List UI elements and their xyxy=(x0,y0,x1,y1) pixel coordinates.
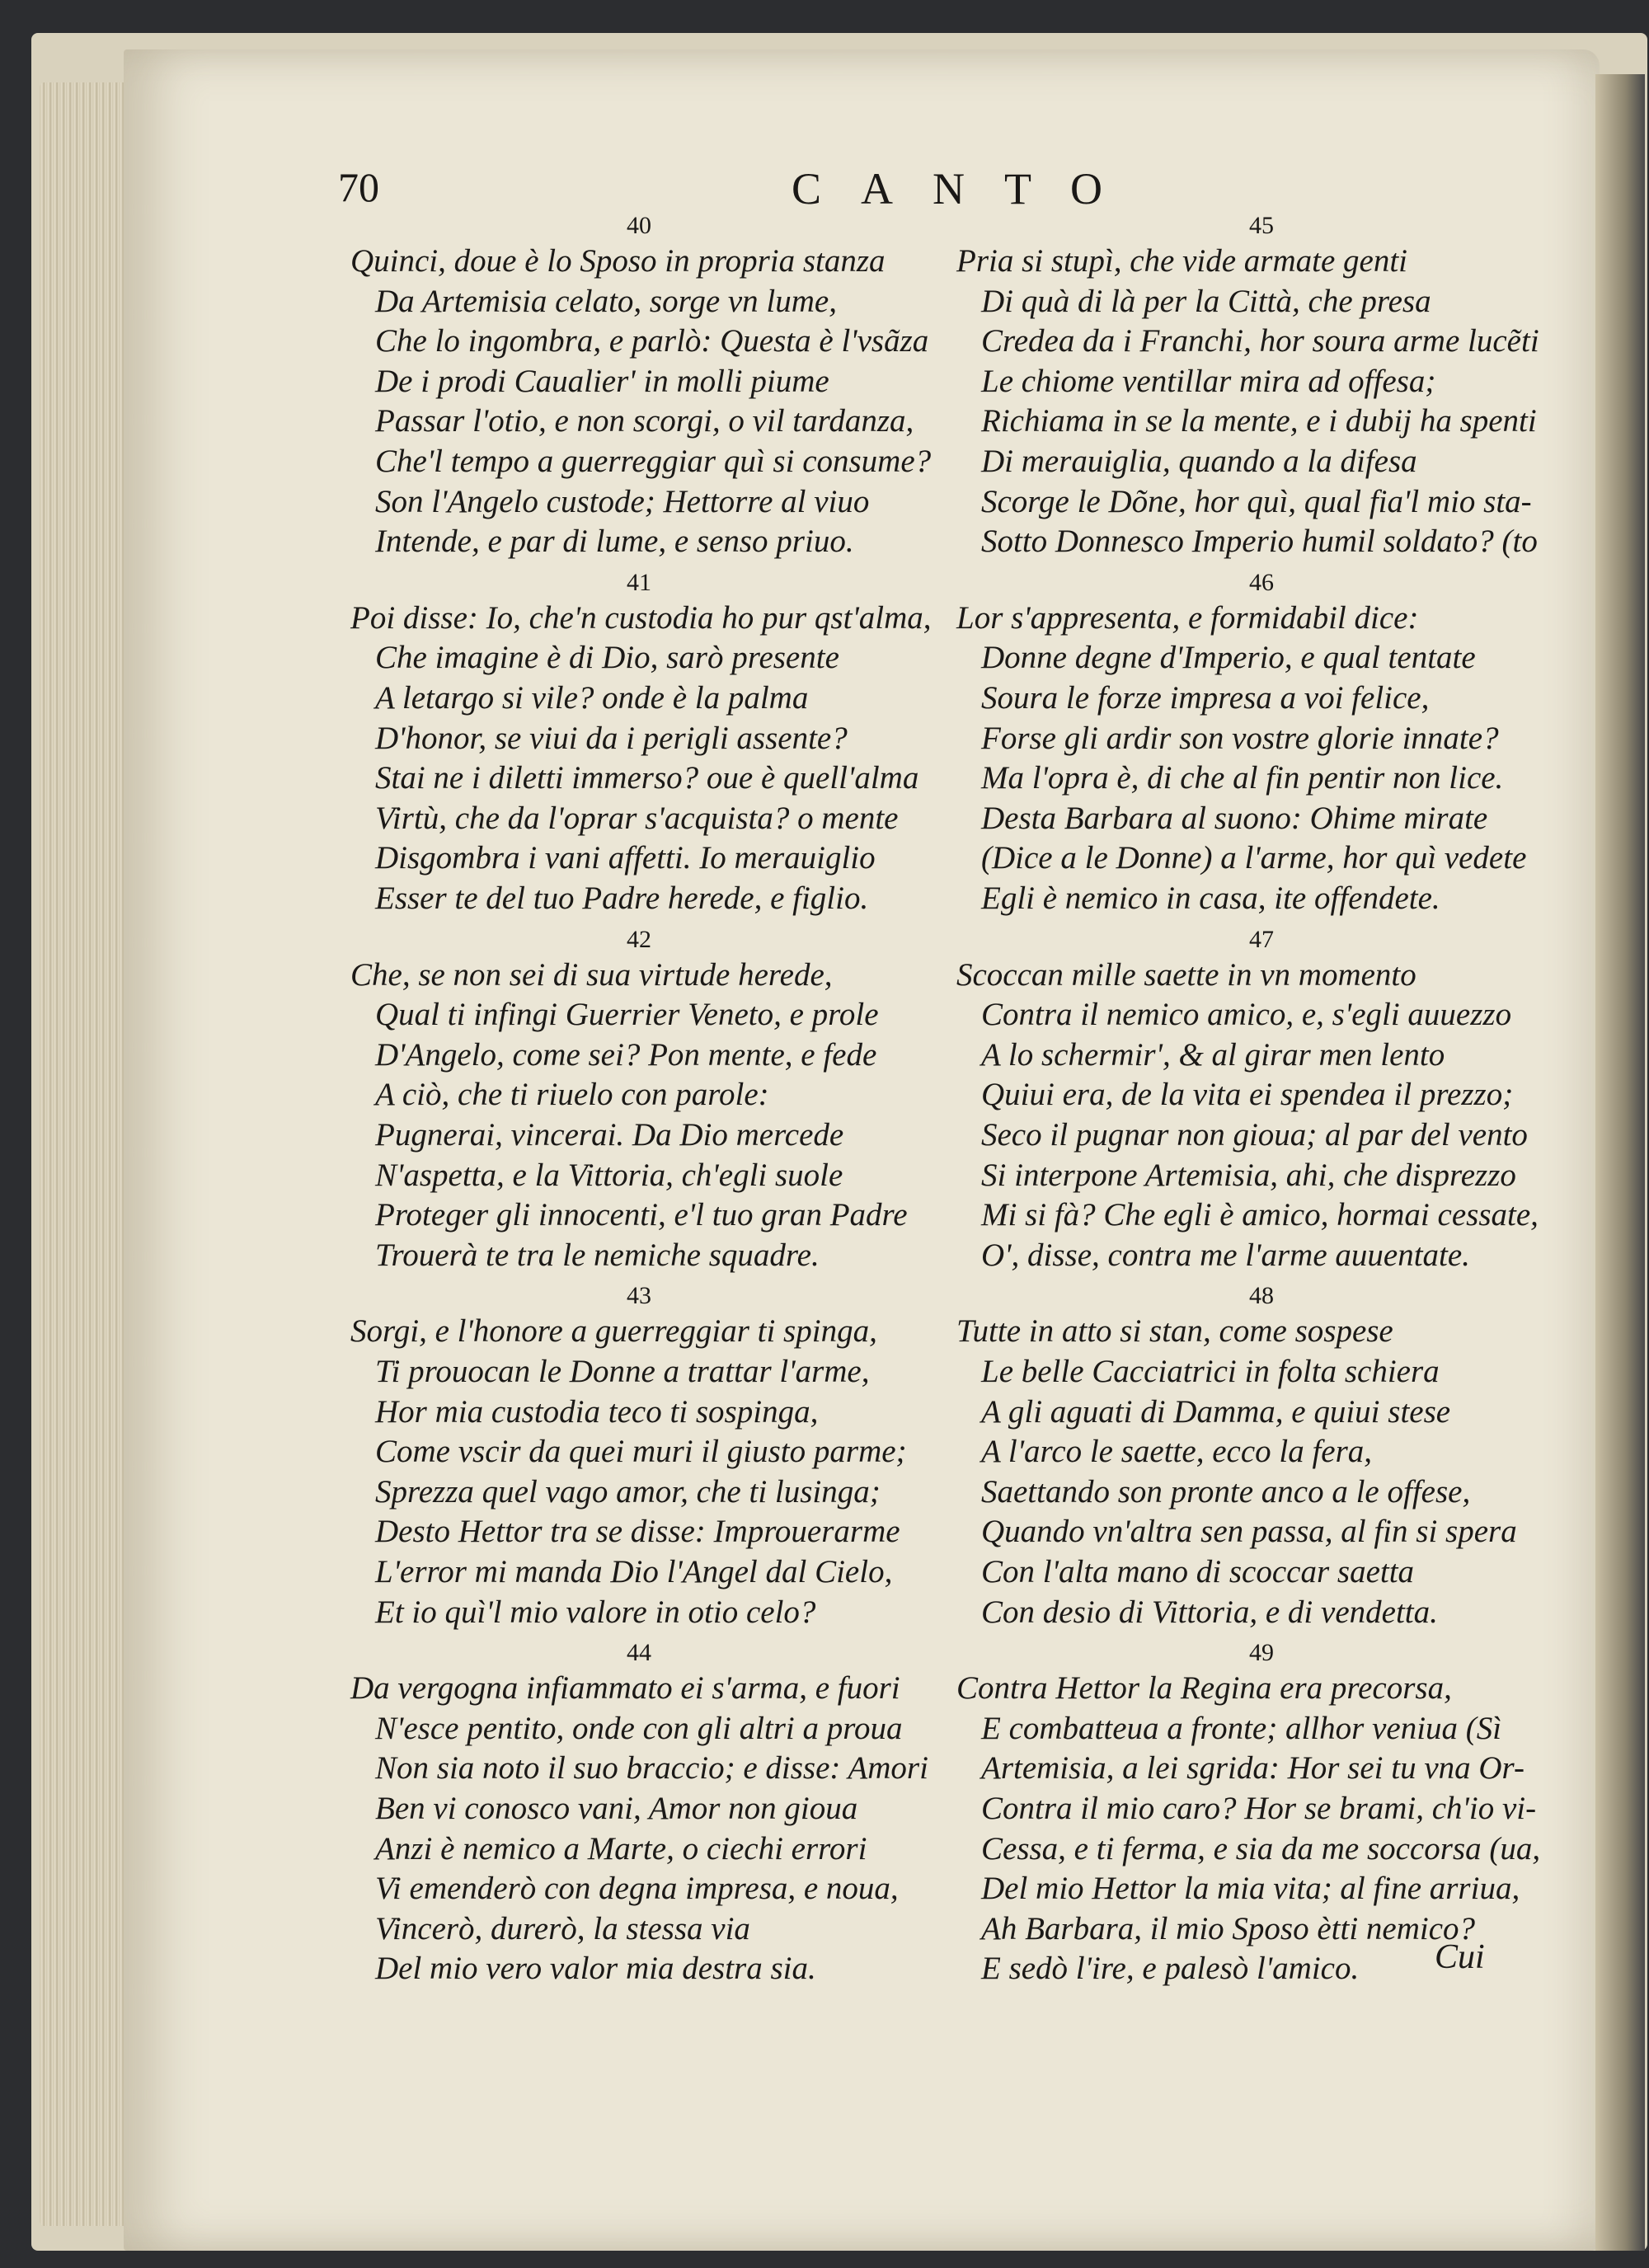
verse-line: Quiui era, de la vita ei spendea il prezzo; xyxy=(981,1077,1514,1113)
verse-line: Ti prouocan le Donne a trattar l'arme, xyxy=(375,1353,870,1389)
verse-line: Disgombra i vani affetti. Io merauiglio xyxy=(375,840,876,876)
verse-line: Poi disse: Io, che'n custodia ho pur qst'alma, xyxy=(350,599,932,636)
verse-line: Vincerò, durerò, la stessa via xyxy=(375,1910,750,1946)
verse-line: Scorge le Dõne, hor quì, qual fia'l mio sta- xyxy=(981,483,1532,519)
verse-line: Qual ti infingi Guerrier Veneto, e prole xyxy=(375,997,879,1033)
stanza xyxy=(350,924,994,1276)
stanza xyxy=(350,210,994,562)
verse-line: Del mio vero valor mia destra sia. xyxy=(375,1951,816,1987)
verse-line: Cessa, e ti ferma, e sia da me soccorsa (ua, xyxy=(981,1830,1541,1867)
stanza-number: 47 xyxy=(1249,925,1274,953)
verse-line: A l'arco le saette, ecco la fera, xyxy=(981,1434,1373,1470)
stanza xyxy=(956,924,1600,1276)
verse-line: Pria si stupì, che vide armate genti xyxy=(956,243,1407,279)
verse-line: Ah Barbara, il mio Sposo ètti nemico? xyxy=(981,1910,1476,1946)
verse-line: Saettando son pronte anco a le offese, xyxy=(981,1473,1471,1510)
page-number: 70 xyxy=(338,164,379,210)
verse-line: Con desio di Vittoria, e di vendetta. xyxy=(981,1594,1438,1630)
verse-line: Ben vi conosco vani, Amor non gioua xyxy=(375,1790,858,1826)
stanza-number: 48 xyxy=(1249,1282,1274,1310)
verse-line: E combatteua a fronte; allhor veniua (Sì xyxy=(981,1710,1502,1746)
verse-line: N'aspetta, e la Vittoria, ch'egli suole xyxy=(375,1157,843,1193)
verse-line: Pugnerai, vincerai. Da Dio mercede xyxy=(375,1116,844,1153)
verse-line: Come vscir da quei muri il giusto parme; xyxy=(375,1434,907,1470)
verse-line: Quinci, doue è lo Sposo in propria stanza xyxy=(350,243,886,279)
stanza xyxy=(350,567,994,919)
stanza xyxy=(956,1637,1600,1989)
verse-line: Mi si fà? Che egli è amico, hormai cessate, xyxy=(981,1197,1539,1233)
verse-line: Contra il mio caro? Hor se brami, ch'io vi- xyxy=(981,1790,1537,1826)
verse-line: Non sia noto il suo braccio; e disse: Amori xyxy=(375,1750,928,1787)
verse-line: E sedò l'ire, e palesò l'amico. xyxy=(981,1951,1360,1987)
verse-line: Artemisia, a lei sgrida: Hor sei tu vna Or- xyxy=(981,1750,1525,1787)
stanza xyxy=(956,567,1600,919)
verse-line: A gli aguati di Damma, e quiui stese xyxy=(981,1393,1451,1430)
verse-line: A ciò, che ti riuelo con parole: xyxy=(375,1077,769,1113)
verse-line: Passar l'otio, e non scorgi, o vil tardanza, xyxy=(375,403,914,439)
verse-line: Sotto Donnesco Imperio humil soldato? (to xyxy=(981,524,1538,560)
verse-line: Donne degne d'Imperio, e qual tentate xyxy=(981,640,1476,676)
stanza xyxy=(350,1637,994,1989)
verse-line: Ma l'opra è, di che al fin pentir non lice. xyxy=(981,760,1504,796)
verse-line: (Dice a le Donne) a l'arme, hor quì vedete xyxy=(981,840,1527,876)
verse-line: Del mio Hettor la mia vita; al fine arriua, xyxy=(981,1871,1520,1907)
verse-line: Che, se non sei di sua virtude herede, xyxy=(350,956,833,993)
verse-line: Quando vn'altra sen passa, al fin si spera xyxy=(981,1514,1517,1550)
verse-line: Virtù, che da l'oprar s'acquista? o mente xyxy=(375,800,899,836)
stanza-number: 44 xyxy=(627,1639,651,1667)
verse-line: Proteger gli innocenti, e'l tuo gran Padre xyxy=(375,1197,908,1233)
stanza-number: 42 xyxy=(627,925,651,953)
verse-line: De i prodi Caualier' in molli piume xyxy=(375,363,829,399)
verse-line: Vi emenderò con degna impresa, e noua, xyxy=(375,1871,899,1907)
verse-line: Stai ne i diletti immerso? oue è quell'alma xyxy=(375,760,919,796)
verse-line: Di quà di là per la Città, che presa xyxy=(981,283,1431,319)
verse-line: Esser te del tuo Padre herede, e figlio. xyxy=(375,880,869,916)
stanza-number: 46 xyxy=(1249,568,1274,596)
verse-line: Anzi è nemico a Marte, o ciechi errori xyxy=(375,1830,867,1867)
verse-line: Da Artemisia celato, sorge vn lume, xyxy=(375,283,837,319)
verse-line: Soura le forze impresa a voi felice, xyxy=(981,679,1430,716)
stanza-number: 41 xyxy=(627,568,651,596)
verse-line: Con l'alta mano di scoccar saetta xyxy=(981,1553,1415,1589)
stanza-number: 43 xyxy=(627,1282,651,1310)
verse-line: N'esce pentito, onde con gli altri a proua xyxy=(375,1710,903,1746)
stanza-number: 49 xyxy=(1249,1639,1274,1667)
verse-line: Seco il pugnar non gioua; al par del vento xyxy=(981,1116,1528,1153)
catchword: Cui xyxy=(1435,1938,1485,1976)
verse-line: D'honor, se viui da i perigli assente? xyxy=(375,720,848,756)
verse-line: Et io quì'l mio valore in otio celo? xyxy=(375,1594,816,1630)
verse-line: Richiama in se la mente, e i dubij ha spenti xyxy=(981,403,1537,439)
verse-line: Da vergogna infiammato ei s'arma, e fuori xyxy=(350,1670,900,1707)
verse-line: A letargo si vile? onde è la palma xyxy=(375,679,809,716)
verse-line: Desto Hettor tra se disse: Improuerarme xyxy=(375,1514,900,1550)
verse-line: Tutte in atto si stan, come sospese xyxy=(956,1313,1393,1350)
verse-line: Si interpone Artemisia, ahi, che disprezzo xyxy=(981,1157,1516,1193)
verse-line: O', disse, contra me l'arme auuentate. xyxy=(981,1237,1470,1273)
book-gutter xyxy=(1595,74,1645,2251)
verse-line: Che'l tempo a guerreggiar quì si consume? xyxy=(375,443,932,479)
verse-line: Contra Hettor la Regina era precorsa, xyxy=(956,1670,1452,1707)
stanza-number: 40 xyxy=(627,212,651,239)
stanza xyxy=(956,210,1600,562)
stanza xyxy=(956,1280,1600,1632)
verse-line: Intende, e par di lume, e senso priuo. xyxy=(375,524,854,560)
verse-line: Le chiome ventillar mira ad offesa; xyxy=(981,363,1436,399)
running-head: CANTO xyxy=(792,164,1143,214)
verse-line: Che imagine è di Dio, sarò presente xyxy=(375,640,839,676)
stanza-number: 45 xyxy=(1249,212,1274,239)
verse-line: Trouerà te tra le nemiche squadre. xyxy=(375,1237,820,1273)
verse-line: L'error mi manda Dio l'Angel dal Cielo, xyxy=(375,1553,893,1589)
stanza xyxy=(350,1280,994,1632)
verse-line: Forse gli ardir son vostre glorie innate? xyxy=(981,720,1499,756)
verse-line: Di merauiglia, quando a la difesa xyxy=(981,443,1417,479)
verse-line: Scoccan mille saette in vn momento xyxy=(956,956,1416,993)
verse-line: Lor s'appresenta, e formidabil dice: xyxy=(956,599,1419,636)
verse-line: Desta Barbara al suono: Ohime mirate xyxy=(981,800,1488,836)
verse-line: Sorgi, e l'honore a guerreggiar ti spinga, xyxy=(350,1313,877,1350)
verse-line: Hor mia custodia teco ti sospinga, xyxy=(375,1393,819,1430)
verse-line: Le belle Cacciatrici in folta schiera xyxy=(981,1353,1440,1389)
verse-line: Che lo ingombra, e parlò: Questa è l'vsãza xyxy=(375,323,929,359)
verse-line: Egli è nemico in casa, ite offendete. xyxy=(981,880,1440,916)
verse-line: Contra il nemico amico, e, s'egli auuezzo xyxy=(981,997,1512,1033)
verse-line: D'Angelo, come sei? Pon mente, e fede xyxy=(375,1036,877,1073)
verse-line: A lo schermir', & al girar men lento xyxy=(981,1036,1445,1073)
verse-line: Sprezza quel vago amor, che ti lusinga; xyxy=(375,1473,881,1510)
verse-line: Credea da i Franchi, hor soura arme lucẽti xyxy=(981,323,1539,359)
verse-line: Son l'Angelo custode; Hettorre al viuo xyxy=(375,483,870,519)
